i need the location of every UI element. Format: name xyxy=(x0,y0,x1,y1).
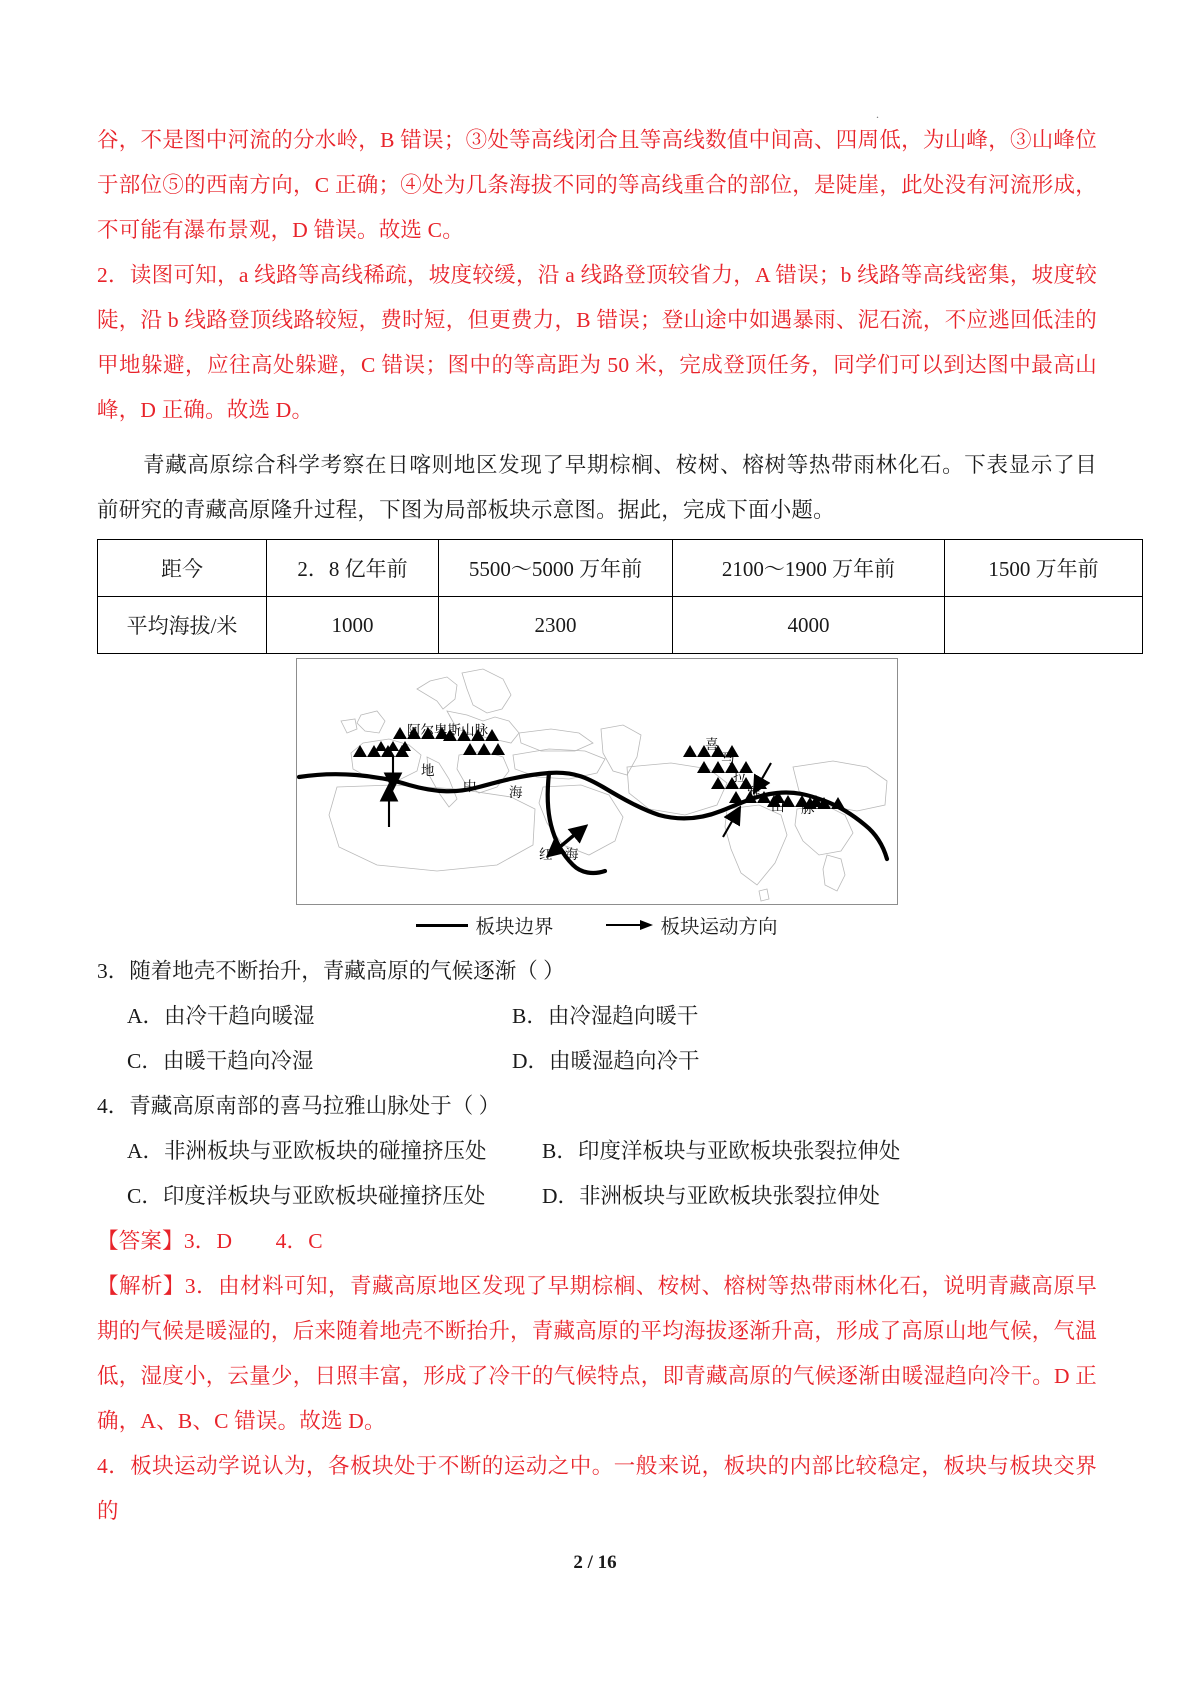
table-cell xyxy=(945,597,1143,654)
question-4-text xyxy=(97,1084,1097,1129)
option-3-a[interactable]: A．由冷干趋向暖湿 xyxy=(127,1004,315,1028)
question-3-number: 3． xyxy=(97,959,130,983)
page-footer: 2 / 16 xyxy=(573,1552,617,1573)
map-image xyxy=(296,658,898,905)
analysis-paragraph-2: 4．板块运动学说认为，各板块处于不断的运动之中。一般来说，板块的内部比较稳定，板块与板块交界的 xyxy=(97,1454,1097,1523)
table-row-header: 距今 xyxy=(98,540,267,597)
option-3-b[interactable]: B．由冷湿趋向暖干 xyxy=(512,1004,699,1028)
analysis-label: 【解析】 xyxy=(97,1274,185,1298)
svg-text:海: 海 xyxy=(565,847,579,862)
plate-tectonics-figure xyxy=(97,658,1097,939)
plate-motion-arrow-icon xyxy=(606,919,654,931)
explanation-paragraph-1: 谷，不是图中河流的分水岭，B 错误；③处等高线闭合且等高线数值中间高、四周低，为山峰，③山峰位于部位⑤的西南方向，C 正确；④处为几条海拔不同的等高线重合的部位，是陡崖，此处没有河流形成，不可能有瀑布景观，D 错误。故选 C。 xyxy=(97,128,1097,242)
svg-text:雅: 雅 xyxy=(747,785,761,800)
svg-text:山: 山 xyxy=(771,799,785,814)
table-cell: 4000 xyxy=(673,597,945,654)
svg-text:拉: 拉 xyxy=(733,769,747,784)
legend-label: 板块运动方向 xyxy=(660,917,778,938)
page-marker: . xyxy=(876,107,879,121)
option-4-a[interactable]: A．非洲板块与亚欧板块的碰撞挤压处 xyxy=(127,1139,487,1163)
table-cell: 2100～1900 万年前 xyxy=(673,540,945,597)
svg-text:马: 马 xyxy=(721,751,735,766)
explanation-paragraph-2: 2．读图可知，a 线路等高线稀疏，坡度较缓，沿 a 线路登顶较省力，A 错误；b 线路等高线密集，坡度较陡，沿 b 线路登顶线路较短，费时短，但更费力，B 错误；登山途中如遇暴雨、泥石流，不应逃回低洼的甲地躲避，应往高处躲避，C 错误；图中的等高距为 50 米，完成登顶任务，同学们可以到达图中最高山峰，D 正确。故选 D。 xyxy=(97,263,1097,422)
option-3-d[interactable]: D．由暖湿趋向冷干 xyxy=(512,1049,700,1073)
question-3-options-row-1 xyxy=(97,994,1097,1039)
map-legend xyxy=(416,911,777,939)
table-cell: 2300 xyxy=(439,597,673,654)
map-label-alps: 阿尔卑斯山脉 xyxy=(407,723,488,738)
question-4-options-row-2 xyxy=(97,1174,1097,1219)
analysis-body-1: 3．由材料可知，青藏高原地区发现了早期棕榈、桉树、榕树等热带雨林化石，说明青藏高原早期的气候是暖湿的，后来随着地壳不断抬升，青藏高原的平均海拔逐渐升高，形成了高原山地气候，气温低，湿度小，云量少，日照丰富，形成了冷干的气候特点，即青藏高原的气候逐渐由暖湿趋向冷干。D 正确，A、B、C 错误。故选 D。 xyxy=(97,1274,1097,1433)
table-cell: 1000 xyxy=(267,597,439,654)
page-content xyxy=(97,118,1097,1534)
legend-item-plate-boundary xyxy=(416,911,553,939)
svg-text:脉: 脉 xyxy=(801,801,815,816)
table-row xyxy=(98,597,1143,654)
option-3-c[interactable]: C．由暖干趋向冷湿 xyxy=(127,1049,314,1073)
answer-label: 【答案】 xyxy=(97,1229,184,1253)
question-4-number: 4． xyxy=(97,1094,130,1118)
option-4-b[interactable]: B．印度洋板块与亚欧板块张裂拉伸处 xyxy=(542,1139,901,1163)
svg-text:红: 红 xyxy=(539,847,553,862)
legend-label: 板块边界 xyxy=(475,917,554,938)
question-4-options-row-1 xyxy=(97,1129,1097,1174)
table-cell: 1500 万年前 xyxy=(945,540,1143,597)
svg-text:海: 海 xyxy=(509,785,523,800)
answer-line xyxy=(97,1219,1097,1264)
svg-text:地: 地 xyxy=(421,763,435,778)
uplift-data-table xyxy=(97,539,1143,654)
analysis-paragraph-1 xyxy=(97,1264,1097,1444)
plate-boundary-line-icon xyxy=(416,924,468,927)
svg-text:喜: 喜 xyxy=(705,737,719,752)
table-row xyxy=(98,540,1143,597)
legend-item-plate-motion xyxy=(606,911,778,939)
question-3-options-row-2 xyxy=(97,1039,1097,1084)
question-3-body: 随着地壳不断抬升，青藏高原的气候逐渐（ ） xyxy=(129,959,565,983)
question-3-text xyxy=(97,949,1097,994)
table-row-header: 平均海拔/米 xyxy=(98,597,267,654)
answer-value: 3．D 4．C xyxy=(183,1229,323,1253)
table-cell: 2．8 亿年前 xyxy=(267,540,439,597)
option-4-d[interactable]: D．非洲板块与亚欧板块张裂拉伸处 xyxy=(542,1184,881,1208)
question-4-body: 青藏高原南部的喜马拉雅山脉处于（ ） xyxy=(129,1094,501,1118)
option-4-c[interactable]: C．印度洋板块与亚欧板块碰撞挤压处 xyxy=(127,1184,486,1208)
question-stem-paragraph: 青藏高原综合科学考察在日喀则地区发现了早期棕榈、桉树、榕树等热带雨林化石。下表显示了目前研究的青藏高原隆升过程，下图为局部板块示意图。据此，完成下面小题。 xyxy=(97,453,1097,522)
table-cell: 5500～5000 万年前 xyxy=(439,540,673,597)
svg-text:中: 中 xyxy=(463,779,477,794)
